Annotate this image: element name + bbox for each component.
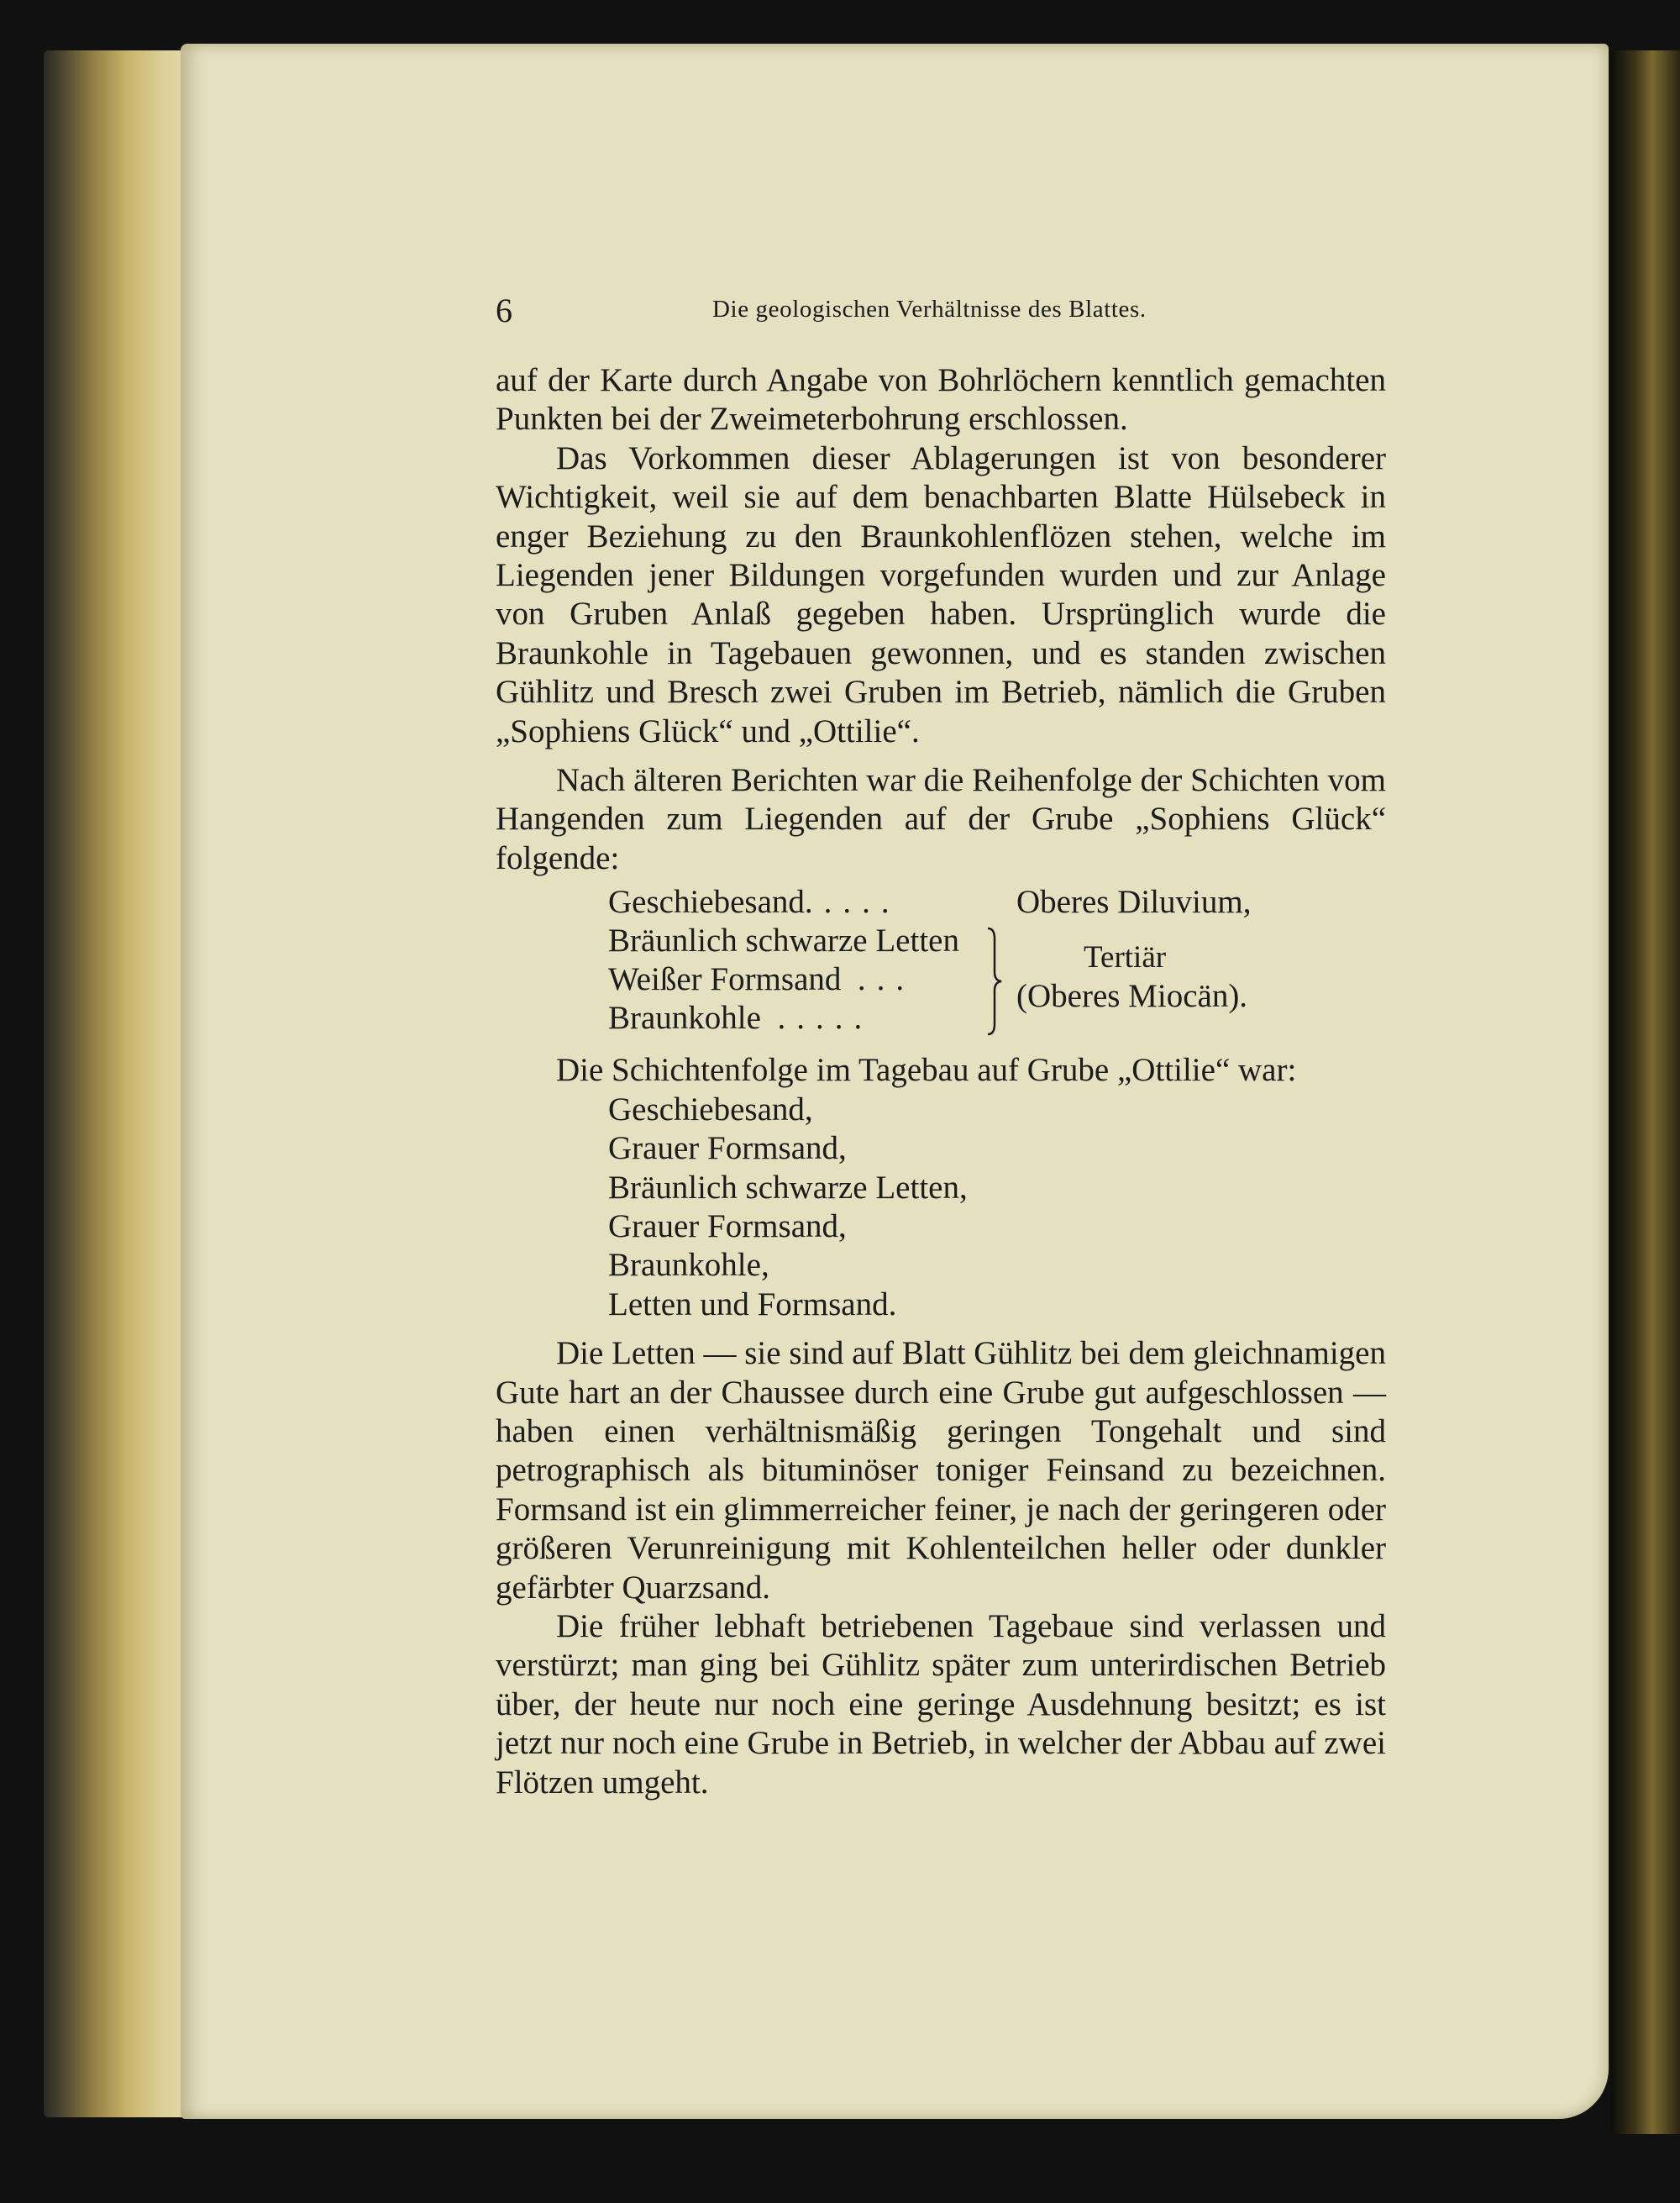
list-item: Braunkohle, <box>608 1247 769 1284</box>
strata-row <box>608 960 915 999</box>
strata-layer: Bräunlich schwarze Letten <box>608 923 959 960</box>
page-header <box>496 291 1386 328</box>
book-page-edges <box>44 50 195 2117</box>
paragraph-2: Das Vorkommen dieser Ablagerungen ist von besonderer Wichtigkeit, weil sie auf dem benachbarten Blatte Hülsebeck in enger Beziehung zu den Braunkohlenflözen stehen, welche im Liegenden jener Bildungen vorgefunden wurden und zur Anlage von Gruben Anlaß gegeben haben. Ursprünglich wurde die Braunkohle in Tagebauen gewonnen, und es standen zwischen Gühlitz und Bresch zwei Gruben im Betrieb, nämlich die Gruben „Sophiens Glück“ und „Ottilie“. <box>496 439 1386 749</box>
sophiens-strata-table <box>496 883 1386 1048</box>
list-item: Letten und Formsand. <box>608 1286 897 1322</box>
age-diluvium: Oberes Diluvium, <box>1016 884 1252 921</box>
paragraph-3: Nach älteren Berichten war die Reihenfolge der Schichten vom Hangenden zum Liegenden auf der Grube „Sophiens Glück“ folgende: <box>496 762 1386 876</box>
leader-dots: ... <box>857 961 916 998</box>
paragraph-1: auf der Karte durch Angabe von Bohrlöchern kenntlich gemachten Punkten bei der Zweimeterbohrung erschlossen. <box>496 362 1386 438</box>
book-right-edge <box>1611 50 1680 2134</box>
curly-brace-icon <box>984 927 1005 1036</box>
strata-row <box>608 883 900 922</box>
strata-layer: Braunkohle <box>608 1000 761 1037</box>
ottilie-strata-list <box>496 1091 1386 1324</box>
strata-row <box>608 999 873 1038</box>
age-miocaen: (Oberes Miocän). <box>1016 978 1248 1015</box>
age-tertiaer: Tertiär <box>1084 940 1167 975</box>
page-body <box>496 361 1386 1802</box>
list-item: Bräunlich schwarze Letten, <box>608 1169 968 1206</box>
leader-dots: ..... <box>804 884 900 921</box>
leader-dots: ..... <box>777 1000 874 1037</box>
strata-layer: Weißer Formsand <box>608 961 842 998</box>
list-item: Geschiebesand, <box>608 1091 813 1128</box>
paragraph-5: Die früher lebhaft betriebenen Tagebaue sind verlassen und verstürzt; man ging bei Gühlitz später zum unterirdischen Betrieb über, der heute nur noch eine geringe Ausdehnung besitzt; es ist jetzt nur noch eine Grube in Betrieb, in welcher der Abbau auf zwei Flötzen umgeht. <box>496 1607 1386 1801</box>
ottilie-intro: Die Schichtenfolge im Tagebau auf Grube „Ottilie“ war: <box>556 1052 1297 1089</box>
list-item: Grauer Formsand, <box>608 1207 847 1244</box>
page-number: 6 <box>496 292 512 329</box>
strata-layer: Geschiebesand <box>608 884 805 921</box>
running-title: Die geologischen Verhältnisse des Blattes. <box>712 296 1147 323</box>
paragraph-4: Die Letten — sie sind auf Blatt Gühlitz bei dem gleichnamigen Gute hart an der Chaussee durch eine Grube gut aufgeschlossen — haben einen verhältnismäßig geringen Tongehalt und sind petrographisch als bituminöser toniger Feinsand zu bezeichnen. Formsand ist ein glimmerreicher feiner, je nach der geringeren oder größeren Verunreinigung mit Kohlenteilchen heller oder dunkler gefärbter Quarzsand. <box>496 1335 1386 1606</box>
list-item: Grauer Formsand, <box>608 1130 847 1167</box>
strata-row <box>608 922 959 960</box>
